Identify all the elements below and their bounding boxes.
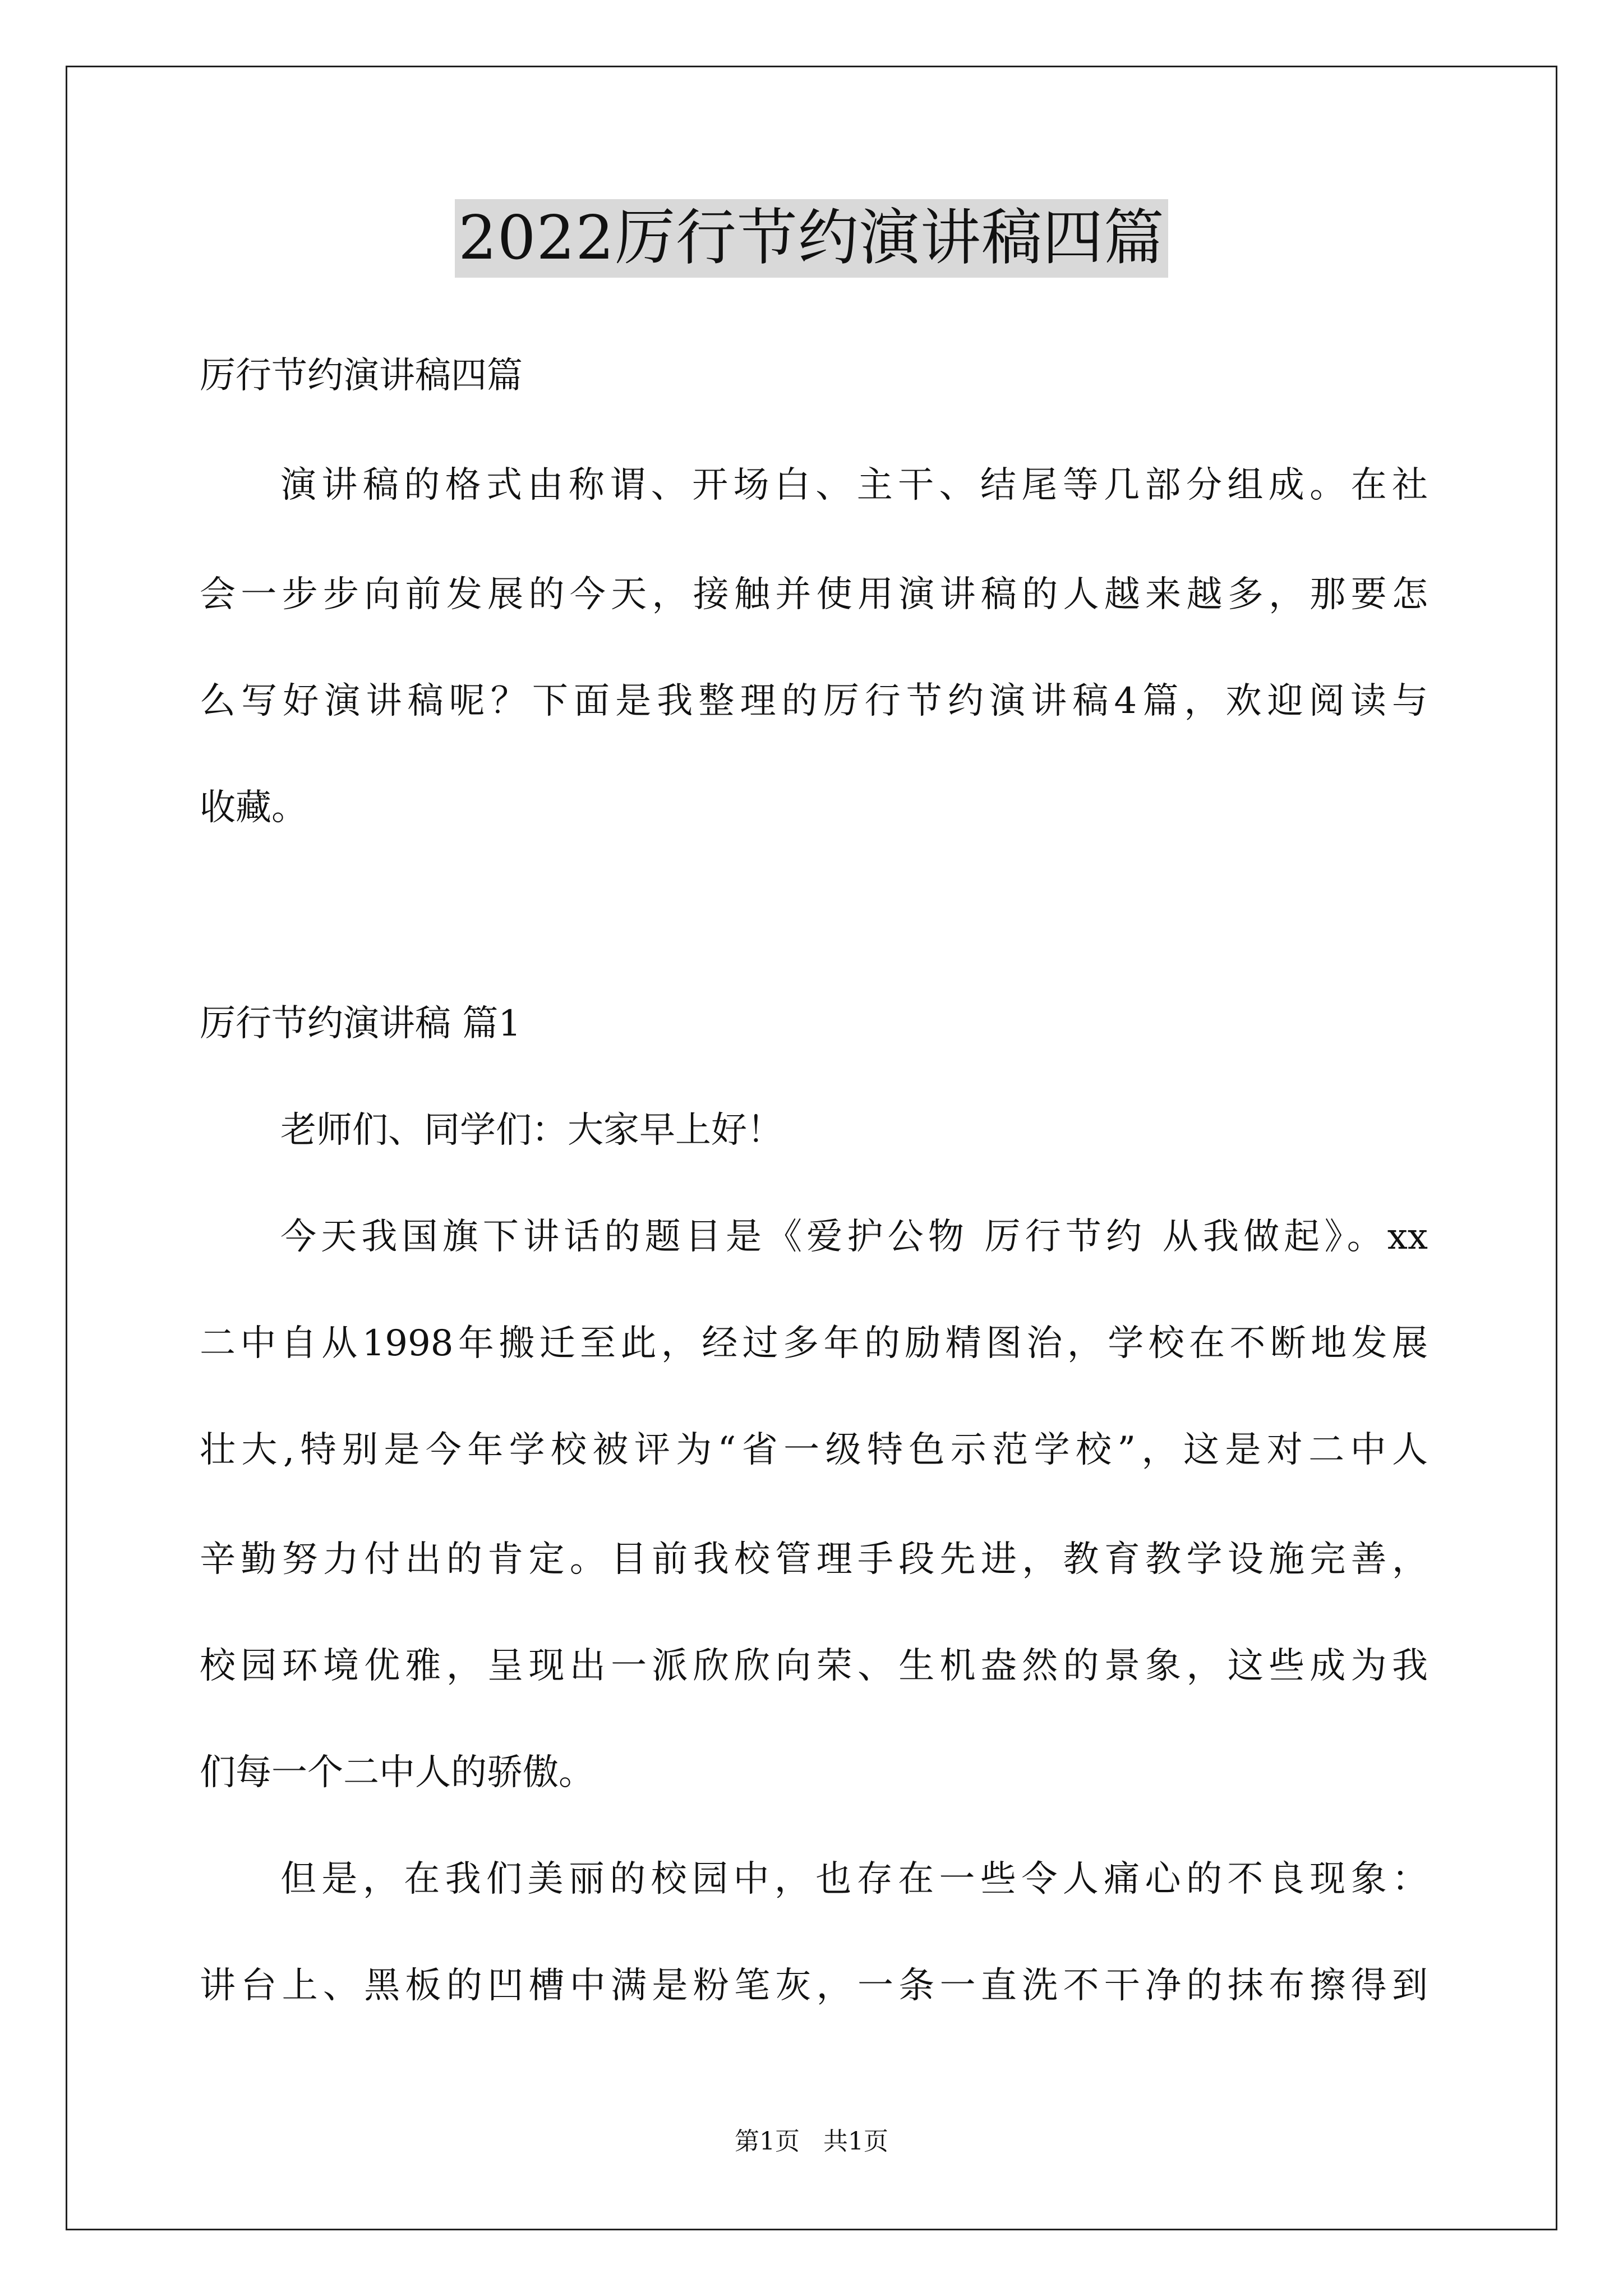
- subtitle: 厉行节约演讲稿四篇: [200, 355, 523, 397]
- para2-line-2: 讲台上、黑板的凹槽中满是粉笔灰，一条一直洗不干净的抹布擦得到: [200, 1965, 1428, 2007]
- para1-line-4: 辛勤努力付出的肯定。目前我校管理手段先进，教育教学设施完善，: [200, 1539, 1428, 1580]
- title-container: [0, 199, 1623, 278]
- page-total: 共1页: [823, 2127, 888, 2156]
- para1-line-1: 今天我国旗下讲话的题目是《爱护公物 厉行节约 从我做起》。xx: [280, 1216, 1428, 1258]
- intro-line-2: 会一步步向前发展的今天，接触并使用演讲稿的人越来越多，那要怎: [200, 574, 1428, 615]
- greeting: 老师们、同学们：大家早上好！: [280, 1110, 783, 1151]
- intro-line-4: 收藏。: [200, 787, 307, 829]
- page-number: 第1页: [735, 2127, 800, 2156]
- para1-line-5: 校园环境优雅，呈现出一派欣欣向荣、生机盎然的景象，这些成为我: [200, 1645, 1428, 1687]
- intro-line-1: 演讲稿的格式由称谓、开场白、主干、结尾等几部分组成。在社: [280, 464, 1428, 506]
- page-footer: [0, 2126, 1623, 2157]
- intro-line-3: 么写好演讲稿呢？下面是我整理的厉行节约演讲稿4篇，欢迎阅读与: [200, 680, 1428, 722]
- para1-line-6: 们每一个二中人的骄傲。: [200, 1752, 594, 1793]
- para1-line-3: 壮大,特别是今年学校被评为“省一级特色示范学校”，这是对二中人: [200, 1429, 1428, 1471]
- para1-line-2: 二中自从1998年搬迁至此，经过多年的励精图治，学校在不断地发展: [200, 1323, 1428, 1364]
- section-heading: 厉行节约演讲稿 篇1: [200, 1003, 522, 1045]
- para2-line-1: 但是，在我们美丽的校园中，也存在一些令人痛心的不良现象：: [280, 1858, 1428, 1900]
- document-title: 2022厉行节约演讲稿四篇: [455, 199, 1168, 278]
